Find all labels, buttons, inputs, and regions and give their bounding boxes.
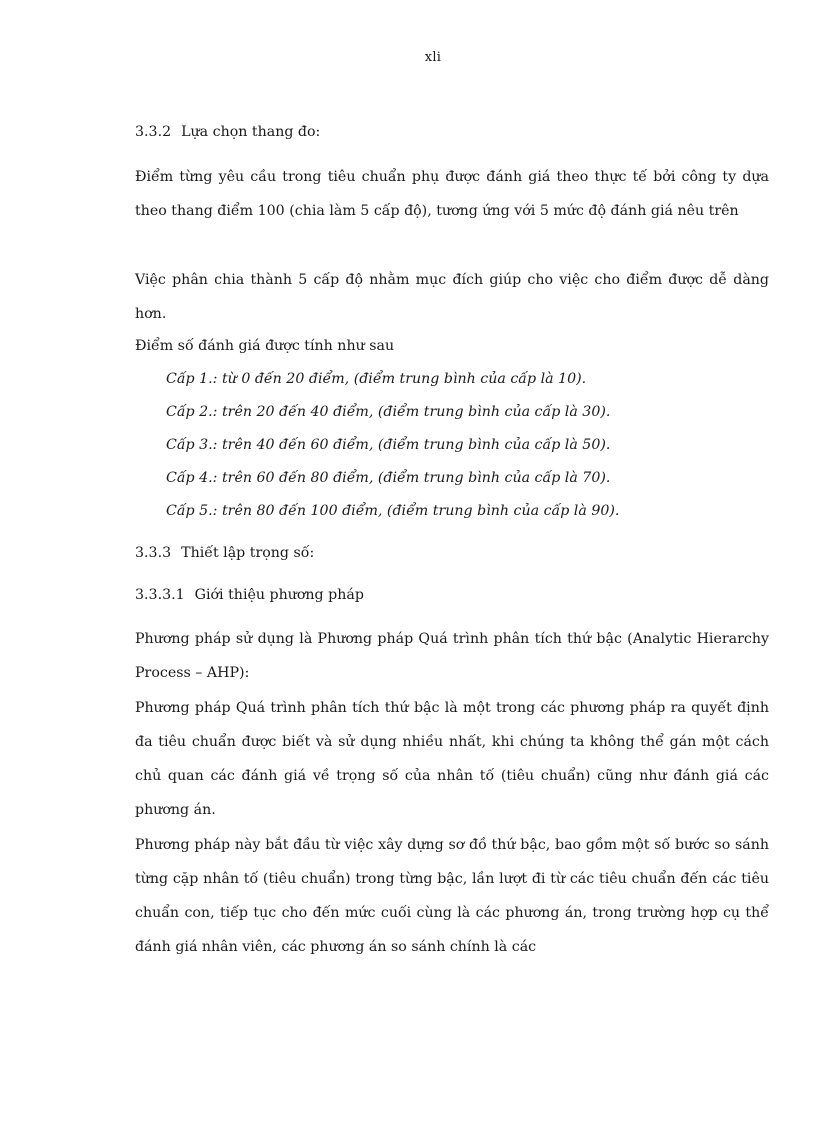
section-title: Giới thiệu phương pháp	[194, 587, 364, 603]
level-item: Cấp 5.: trên 80 đến 100 điểm, (điểm trung bình của cấp là 90).	[166, 503, 620, 519]
section-heading-3-3-2	[135, 124, 320, 140]
level-item: Cấp 2.: trên 20 đến 40 điểm, (điểm trung bình của cấp là 30).	[166, 404, 611, 420]
section-number: 3.3.3.1	[135, 587, 185, 603]
page-number: xli	[424, 50, 442, 65]
paragraph-ahp-definition: Phương pháp Quá trình phân tích thứ bậc là một trong các phương pháp ra quyết định đa tiêu chuẩn được biết và sử dụng nhiều nhất, khi chúng ta không thể gán một cách chủ quan các đánh giá về trọng số của nhân tố (tiêu chuẩn) cũng như đánh giá các phương án.	[135, 700, 769, 818]
section-title: Lựa chọn thang đo:	[181, 124, 321, 140]
section-number: 3.3.2	[135, 124, 172, 140]
paragraph-scale-description: Điểm từng yêu cầu trong tiêu chuẩn phụ được đánh giá theo thực tế bởi công ty dựa theo thang điểm 100 (chia làm 5 cấp độ), tương ứng với 5 mức độ đánh giá nêu trên	[135, 169, 769, 219]
paragraph-score-intro: Điểm số đánh giá được tính như sau	[135, 338, 395, 354]
paragraph-ahp-steps: Phương pháp này bắt đầu từ việc xây dựng sơ đồ thứ bậc, bao gồm một số bước so sánh từng cặp nhân tố (tiêu chuẩn) trong từng bậc, lần lượt đi từ các tiêu chuẩn đến các tiêu chuẩn con, tiếp tục cho đến mức cuối cùng là các phương án, trong trường hợp cụ thể đánh giá nhân viên, các phương án so sánh chính là các	[135, 837, 769, 955]
section-heading-3-3-3-1	[135, 587, 364, 603]
level-item: Cấp 1.: từ 0 đến 20 điểm, (điểm trung bình của cấp là 10).	[166, 371, 587, 387]
paragraph-levels-purpose: Việc phân chia thành 5 cấp độ nhằm mục đích giúp cho việc cho điểm được dễ dàng hơn.	[135, 272, 769, 322]
section-heading-3-3-3	[135, 545, 314, 561]
level-item: Cấp 4.: trên 60 đến 80 điểm, (điểm trung bình của cấp là 70).	[166, 470, 611, 486]
section-title: Thiết lập trọng số:	[181, 545, 315, 561]
paragraph-method-used: Phương pháp sử dụng là Phương pháp Quá trình phân tích thứ bậc (Analytic Hierarchy Process – AHP):	[135, 631, 769, 681]
level-item: Cấp 3.: trên 40 đến 60 điểm, (điểm trung bình của cấp là 50).	[166, 437, 611, 453]
section-number: 3.3.3	[135, 545, 172, 561]
